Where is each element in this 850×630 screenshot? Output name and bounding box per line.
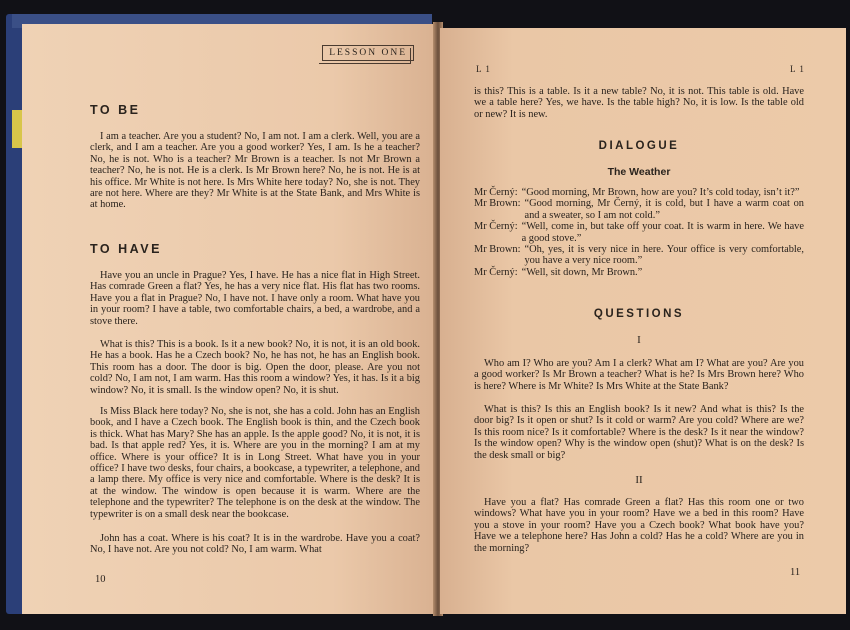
dialogue-line [474,267,804,278]
dialogue-text: “Well, come in, but take off your coat. It is warm in here. We have a good stove.” [521,221,804,244]
to-have-paragraph-3: Is Miss Black here today? No, she is not, she has a cold. John has an English book, and I have a Czech book. The English book is thin, and the Czech book is thick. What has Mary? She has an apple. Is the apple good? No, it is not, it is bad. Is that apple red? Yes, it is. Where are you in the morning? I am at my office. Where is your office? It is in Long Street. What have you in your office? I have two desks, four chairs, a bookcase, a typewriter, a telephone, and a lamp there. My office is very nice and comfortable. Where is the desk? It is at the window. The window is open because it is warm. Where are the telephone and the typewriter? The telephone is on the desk at the window. The typewriter is on a small desk near the bookcase. [90,406,420,520]
questions-paragraph-2: What is this? Is this an English book? Is it new? And what is this? Is the door big? Is it open or shut? Is it cold or warm? Are you cold? Where are we? Is this room nice? Is it comfortable? Where is the desk? Is it near the window? Is the window open? Why is the window open (shut)? What is on the desk? Is the desk small or big? [474,404,804,461]
to-have-paragraph-4: John has a coat. Where is his coat? It is in the wardrobe. Have you a coat? No, I have not. Are you not cold? No, I am warm. What [90,533,420,556]
questions-paragraph-3: Have you a flat? Has comrade Green a flat? Has this room one or two windows? What have you in your room? Have we a bed in this room? Have you a stove in your room? Have you a Czech book? What book have you? Have we a telephone here? Has John a cold? Has he a cold? Where are you in the morning? [474,497,804,554]
to-be-paragraph: I am a teacher. Are you a student? No, I am not. I am a clerk. Well, you are a clerk, and I am a teacher. Are you a good worker? Yes, I am. Is he a teacher? No, he is not. Who is a teacher? Mr Brown is a teacher. Is not Mr Brown a teacher? No, he is not. He is a clerk. Is Mr Brown here? No, he is not. He is at his office. Mr White is not here. Is Mrs White here today? No, she is not. They are not here. Where are they? Mr White is at the State Bank, and Mrs White is at home. [90,131,420,211]
dialogue-speaker: Mr Černý: [474,266,518,278]
continuation-paragraph: is this? This is a table. Is it a new table? No, it is not. This table is old. Have we a table here? Yes, we have. Is the table high? No, it is low. Is the table old or new? It is new. [474,86,804,120]
dialogue-line [474,221,804,244]
dialogue-text: “Good morning, Mr Černý, it is cold, but I have a warm coat on and a sweater, so I am not cold.” [524,198,804,221]
dialogue-speaker: Mr Černý: [474,187,518,198]
dialogue-subheading: The Weather [607,166,671,178]
dialogue-speaker: Mr Brown: [474,244,521,256]
dialogue-text: “Oh, yes, it is very nice in here. Your office is very comfortable, you have a very nice room.” [524,244,804,267]
to-be-heading: TO BE [90,103,141,117]
to-have-paragraph-1: Have you an uncle in Prague? Yes, I have. He has a nice flat in High Street. Has comrade Green a flat? Yes, he has a very nice flat. His flat has two rooms. Have you a flat in Prague? No, I have not. I have only a room. What have you in your room? I have a table, two comfortable chairs, a bed, a wardrobe, and a stove there. [90,270,420,327]
dialogue-speaker: Mr Brown: [474,198,521,210]
questions-paragraph-1: Who am I? Who are you? Am I a clerk? What am I? What are you? Are you a good worker? Is Mr Brown a teacher? What is he? Is Mrs Brown here? Who is here? Where is Mr White? Is Mrs White at the State Bank? [474,358,804,392]
dialogue-text: “Well, sit down, Mr Brown.” [521,266,643,278]
dialogue-block [474,187,804,278]
dialogue-line [474,244,804,267]
questions-section-two: II [635,474,643,486]
right-page-number: 11 [790,567,801,578]
dialogue-line [474,187,804,198]
dialogue-text: “Good morning, Mr Brown, how are you? It’s cold today, isn’t it?” [521,187,800,198]
questions-heading: QUESTIONS [593,308,685,320]
dialogue-heading: DIALOGUE [598,140,680,152]
running-head-left: L 1 [476,64,491,74]
to-have-paragraph-2: What is this? This is a book. Is it a new book? No, it is not, it is an old book. He has a book. Has he a Czech book? No, he has not, he has an English book. This room has a door. The door is big. Open the door, please. Are you not cold? No, I am not, I am warm. Has this room a window? Yes, it has. Is it a big window? No, it is small. Is the window open? No, it is shut. [90,339,420,396]
lesson-label: LESSON ONE [322,45,414,61]
dialogue-line [474,198,804,221]
running-head-right: L 1 [790,64,805,74]
dialogue-speaker: Mr Černý: [474,221,518,233]
questions-section-one: I [637,334,641,346]
left-page-number: 10 [95,574,106,585]
to-have-heading: TO HAVE [90,242,162,256]
